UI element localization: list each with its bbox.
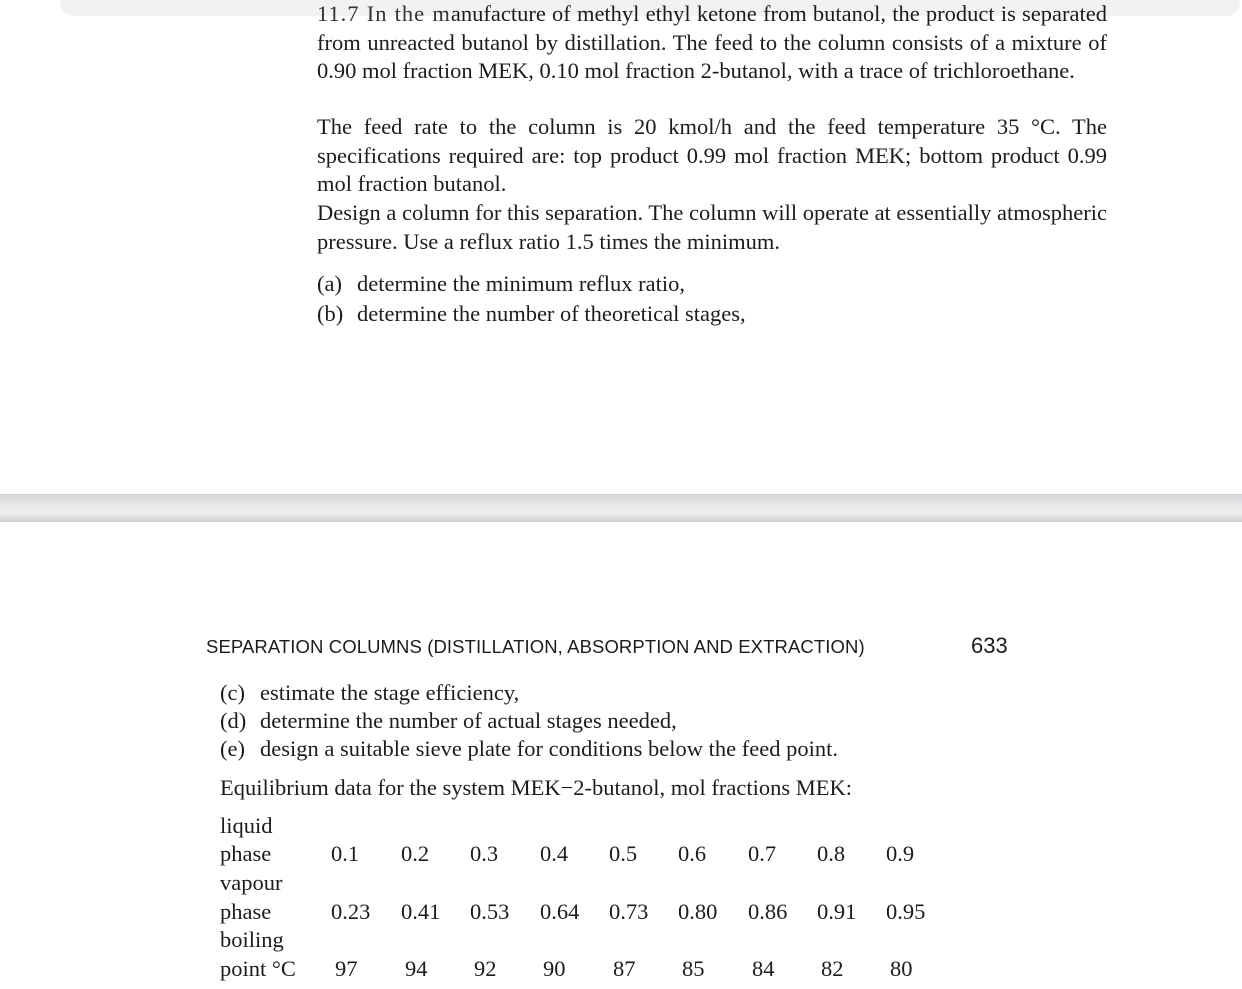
table-cell: 0.6	[678, 841, 707, 866]
table-cell: 0.41	[401, 899, 441, 924]
task-text: determine the number of actual stages needed,	[260, 708, 677, 733]
table-cell: 0.2	[401, 841, 430, 866]
task-item-c	[220, 679, 519, 707]
table-cell: 0.73	[609, 899, 649, 924]
task-item-e	[220, 735, 838, 763]
table-cell: 0.9	[886, 841, 915, 866]
paragraph-1-text: anufacture of methyl ethyl ketone from butanol, the product is separated from unreacted butanol by distillation. The feed to the column consists of a mixture of 0.90 mol fraction MEK, 0.10 mol fraction 2-butanol, with a trace of trichloroethane.	[317, 1, 1107, 84]
table-cell: 0.91	[817, 899, 857, 924]
table-cell: 92	[474, 956, 497, 981]
table-cell: 80	[890, 956, 913, 981]
table-cell: 0.53	[470, 899, 510, 924]
row-label-line2: point °C	[220, 956, 296, 981]
equilibrium-intro: Equilibrium data for the system MEK−2-butanol, mol fractions MEK:	[220, 775, 852, 800]
task-text: design a suitable sieve plate for conditions below the feed point.	[260, 736, 838, 761]
task-text: estimate the stage efficiency,	[260, 680, 520, 705]
table-cell: 0.23	[331, 899, 371, 924]
table-cell: 0.5	[609, 841, 638, 866]
row-label-line1: vapour	[220, 870, 283, 895]
task-item-b	[317, 300, 746, 328]
table-cell: 0.95	[886, 899, 926, 924]
row-label-line2: phase	[220, 841, 272, 866]
running-head: SEPARATION COLUMNS (DISTILLATION, ABSORPTION AND EXTRACTION)	[206, 636, 865, 657]
table-cell: 82	[821, 956, 844, 981]
row-label-line2: phase	[220, 899, 272, 924]
upper-page	[0, 0, 1242, 494]
table-cell: 85	[682, 956, 705, 981]
task-text: determine the minimum reflux ratio,	[357, 271, 686, 296]
task-label: (b)	[317, 301, 344, 326]
table-cell: 90	[543, 956, 566, 981]
problem-paragraph-3: Design a column for this separation. The column will operate at essentially atmospheric pressure. Use a reflux ratio 1.5 times the minimum.	[317, 200, 1107, 254]
table-cell: 0.64	[540, 899, 580, 924]
task-label: (e)	[220, 736, 245, 761]
table-cell: 84	[752, 956, 775, 981]
page-number: 633	[971, 633, 1008, 658]
task-label: (d)	[220, 708, 247, 733]
table-cell: 0.1	[331, 841, 360, 866]
table-cell: 0.7	[748, 841, 777, 866]
page-divider	[0, 494, 1242, 522]
problem-paragraph-2: The feed rate to the column is 20 kmol/h and the feed temperature 35 °C. The specifications required are: top product 0.99 mol fraction MEK; bottom product 0.99 mol fraction butanol.	[317, 114, 1107, 197]
partial-prefix: 11.7 In the m	[317, 1, 451, 26]
table-cell: 0.86	[748, 899, 788, 924]
row-label-line1: liquid	[220, 813, 273, 838]
task-item-a	[317, 270, 685, 298]
table-cell: 87	[613, 956, 636, 981]
task-label: (c)	[220, 680, 245, 705]
task-item-d	[220, 707, 677, 735]
problem-paragraph-1	[317, 0, 1107, 86]
row-label-line1: boiling	[220, 927, 284, 952]
table-cell: 94	[405, 956, 428, 981]
table-cell: 0.8	[817, 841, 846, 866]
table-cell: 0.3	[470, 841, 499, 866]
task-text: determine the number of theoretical stages,	[357, 301, 746, 326]
table-cell: 0.80	[678, 899, 718, 924]
table-cell: 0.4	[540, 841, 569, 866]
task-label: (a)	[317, 271, 342, 296]
table-cell: 97	[335, 956, 358, 981]
